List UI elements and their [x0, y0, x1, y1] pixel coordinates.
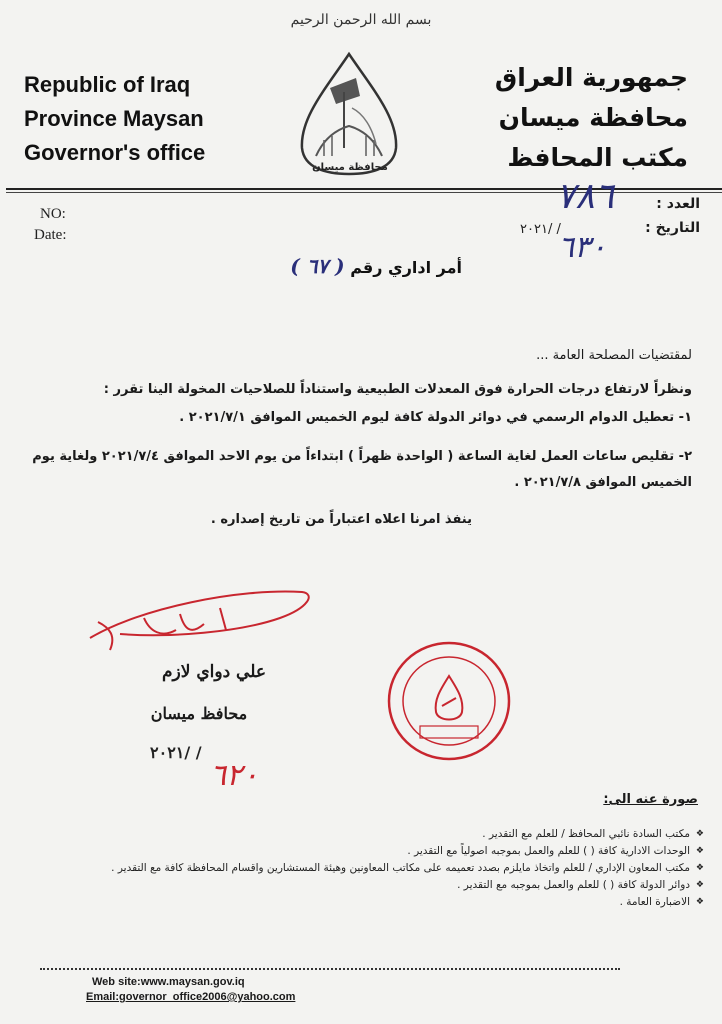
header-divider-thin [6, 192, 722, 193]
signer-name: علي دواي لازم [161, 662, 267, 682]
list-item: ❖ مكتب المعاون الإداري / للعلم واتخاذ مايلزم بصدد تعميمه على مكاتب المعاونين وهيئة المستشارين واقسام المحافظة كافة مع التقدير . [44, 860, 704, 877]
maysan-emblem [286, 48, 412, 178]
footer-website: Web site:www.maysan.gov.iq [92, 976, 245, 988]
basmala: بسم الله الرحمن الرحيم [290, 12, 432, 28]
english-letterhead [24, 68, 205, 170]
document-date-printed: ٢٠٢١/ / [520, 222, 561, 237]
footer-email: Email:governor_office2006@yahoo.com [86, 991, 296, 1003]
order-item-2: ٢- تقليص ساعات العمل لغاية الساعة ( الواحدة ظهراً ) ابتداءاً من يوم الاحد الموافق ٢٠٢١/٧/٤ ولغاية يوم الخميس الموافق ٢٠٢١/٧/٨ . [32, 449, 692, 490]
official-stamp [384, 636, 514, 766]
number-label-ar: العدد : [656, 196, 700, 212]
order-intro: لمقتضيات المصلحة العامة ... [536, 348, 692, 363]
number-label-en: NO: [40, 206, 66, 222]
letterhead-ar-line-1: جمهورية العراق [494, 63, 688, 92]
letterhead-ar-line-2: محافظة ميسان [498, 103, 688, 132]
list-item: ❖ دوائر الدولة كافة ( ) للعلم والعمل بموجبه مع التقدير . [44, 877, 704, 894]
list-item: ❖ مكتب السادة نائبي المحافظ / للعلم مع التقدير . [44, 826, 704, 843]
emblem-caption: محافظة ميسان [312, 162, 388, 173]
letterhead-en-line-3: Governor's office [24, 140, 206, 165]
handwritten-signature [80, 578, 320, 668]
signature-date-handwritten: ٦٢٠ [210, 758, 259, 793]
order-item-1: ١- تعطيل الدوام الرسمي في دوائر الدولة كافة ليوم الخميس الموافق ٢٠٢١/٧/١ . [179, 410, 692, 425]
document-number-handwritten: ٧٨٦ [556, 176, 615, 217]
arabic-letterhead [468, 58, 688, 178]
list-item: ❖ الوحدات الادارية كافة ( ) للعلم والعمل بموجبه اصولياً مع التقدير . [44, 843, 704, 860]
distribution-list [44, 826, 704, 911]
date-label-en: Date: [34, 227, 67, 243]
order-title-label: أمر اداري رقم [350, 258, 462, 277]
order-preamble: ونظراً لارتفاع درجات الحرارة فوق المعدلات الطبيعية واستناداً للصلاحيات المخولة الينا تقرر : [103, 382, 692, 397]
letterhead-ar-line-3: مكتب المحافظ [507, 143, 688, 172]
order-closing: ينفذ امرنا اعلاه اعتباراً من تاريخ إصداره . [210, 512, 472, 527]
order-number: ( ٦٧ ) [290, 254, 345, 278]
date-label-ar: التاريخ : [645, 220, 700, 236]
header-divider [6, 188, 722, 190]
letterhead-en-line-1: Republic of Iraq [24, 72, 191, 97]
document-date-handwritten: ٦٣٠ [558, 230, 607, 265]
order-title [200, 254, 462, 278]
signer-title: محافظ ميسان [150, 704, 248, 723]
signature-date-printed: ٢٠٢١/ / [150, 743, 202, 762]
list-item: ❖ الاضبارة العامة . [44, 894, 704, 911]
footer-dotted-divider [40, 968, 620, 970]
distribution-heading: صورة عنه الى: [603, 792, 698, 807]
letterhead-en-line-2: Province Maysan [24, 106, 204, 131]
